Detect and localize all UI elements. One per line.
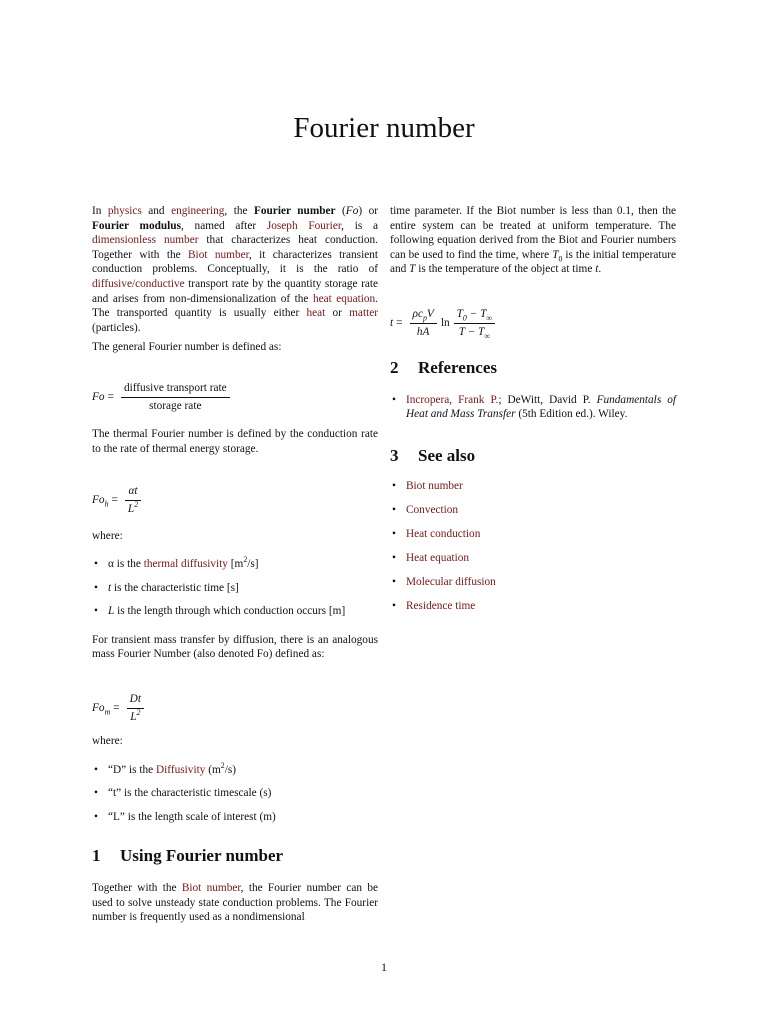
bullet-icon: •	[94, 581, 98, 594]
eq-num-part: ρc	[412, 307, 423, 320]
list-item	[92, 786, 378, 801]
link-heat[interactable]: heat	[306, 307, 326, 320]
eq-den-base: L	[130, 710, 137, 723]
term-fourier-number: Fourier number	[253, 205, 336, 217]
list-var: t	[108, 581, 112, 594]
bullet-icon: •	[392, 393, 396, 406]
link-biot-number-2[interactable]: Biot number	[181, 882, 241, 895]
intro-text: that characterizes heat conduction. Together with the	[92, 234, 378, 261]
intro-text: . The transported quantity is usually either	[92, 292, 378, 320]
eq-equals: =	[396, 316, 403, 329]
var-time: t	[595, 263, 599, 276]
eq-den-sup: 2	[136, 707, 141, 717]
equation-general	[92, 381, 378, 413]
eq-numerator	[454, 307, 495, 324]
section-title: References	[418, 358, 497, 378]
eq-num-sub: ∞	[486, 313, 493, 323]
list-text: “L” is the length scale of interest (m)	[108, 811, 276, 824]
eq-lhs: t	[390, 316, 394, 329]
link-heat-equation[interactable]: heat equation	[312, 292, 376, 305]
eq-num-part: T	[456, 307, 463, 320]
eq-fraction	[127, 692, 144, 724]
eq-lhs	[92, 701, 110, 716]
bullet-icon: •	[392, 527, 396, 540]
eq-fraction	[454, 307, 495, 339]
intro-text: , it characterizes transient conduction problems. Conceptually, it is the ratio of	[92, 248, 379, 276]
eq-numerator: Dt	[127, 692, 144, 709]
see-also-item	[390, 503, 676, 518]
link-see-also-heat-conduction[interactable]: Heat conduction	[406, 527, 481, 540]
link-thermal-diffusivity[interactable]: thermal diffusivity	[143, 558, 228, 571]
where-label: where:	[92, 735, 123, 748]
equation-time	[390, 307, 676, 339]
see-also-item	[390, 575, 676, 590]
eq-equals: =	[113, 701, 120, 714]
eq-ln: ln	[440, 316, 450, 329]
section-number: 1	[92, 845, 101, 865]
var-t0-sub: 0	[558, 254, 563, 264]
bullet-icon: •	[392, 575, 396, 588]
intro-text: (	[335, 205, 346, 217]
eq-num-part: V	[426, 307, 434, 320]
intro-text: (particles).	[92, 321, 141, 334]
list-item	[92, 810, 378, 825]
link-diffusive-conductive[interactable]: diffusive/conductive	[92, 277, 185, 290]
intro-paragraph	[92, 204, 378, 335]
link-see-also-heat-equation[interactable]: Heat equation	[406, 551, 470, 564]
list-text: “D” is the	[108, 763, 156, 776]
ref-text: ; DeWitt, David P.	[498, 393, 597, 406]
ref-title: Fundamentals of Heat and Mass Transfer	[406, 393, 677, 421]
list-text: (m	[205, 763, 221, 776]
list-text: [m	[227, 558, 244, 571]
bullet-icon: •	[94, 558, 98, 571]
para-text: , the Fourier number can be used to solve unsteady state conduction problems. The Fourier number is frequently used as a nondimensional	[92, 882, 378, 924]
eq-den-part: T − T	[458, 325, 485, 338]
section-title: See also	[418, 445, 476, 465]
bullet-icon: •	[392, 551, 396, 564]
eq-num-sub: 0	[462, 313, 467, 323]
link-matter[interactable]: matter	[349, 307, 378, 320]
eq-den-sup: 2	[134, 500, 139, 510]
intro-text: transport rate by the quantity storage rate and arises from non-dimensionalization of the	[92, 277, 378, 305]
bullet-icon: •	[94, 605, 98, 618]
intro-text: ) or	[358, 205, 379, 217]
var-t: T	[409, 263, 416, 276]
section-number: 2	[390, 358, 399, 378]
section-heading-see-also	[390, 445, 676, 465]
list-item	[92, 557, 378, 572]
link-diffusivity[interactable]: Diffusivity	[156, 763, 206, 776]
intro-text: , is a	[341, 219, 378, 232]
page-number: 1	[381, 960, 387, 974]
list-text: is the characteristic time [s]	[111, 581, 239, 594]
eq-num-part: − T	[466, 307, 487, 320]
ref-text: (5th Edition ed.). Wiley.	[515, 408, 628, 421]
list-text: /s]	[247, 558, 259, 571]
time-parameter-paragraph	[390, 204, 676, 277]
eq-equals: =	[111, 494, 118, 507]
eq-lhs	[92, 493, 109, 508]
eq-denominator	[456, 324, 493, 340]
list-text: is the length through which conduction occurs [m]	[114, 605, 346, 618]
intro-text: In	[92, 205, 108, 217]
eq-lhs-base: Fo	[92, 494, 105, 507]
reference-list	[390, 393, 676, 422]
eq-num-sub: p	[422, 313, 427, 323]
para-text: is the initial temperature and	[390, 248, 676, 276]
thermal-variable-list	[92, 557, 378, 619]
intro-text: , named after	[181, 219, 267, 232]
using-fourier-paragraph	[92, 881, 378, 925]
section-heading-using-fourier	[92, 845, 378, 865]
see-also-item	[390, 479, 676, 494]
list-text: “t” is the characteristic timescale (s)	[108, 787, 272, 800]
para-text: Together with the	[92, 882, 182, 895]
eq-den-base: L	[127, 502, 135, 515]
bullet-icon: •	[94, 763, 98, 776]
equation-mass	[92, 692, 378, 724]
eq-equals: =	[107, 390, 114, 403]
link-dimensionless-number[interactable]: dimensionless number	[92, 234, 199, 247]
list-text: α is the	[108, 558, 144, 571]
eq-denominator: hA	[416, 325, 430, 338]
page-title: Fourier number	[293, 112, 475, 144]
mass-def-text: For transient mass transfer by diffusion, there is an analogous mass Fourier Number (also denoted Fo) defined as:	[92, 633, 378, 661]
eq-numerator	[410, 307, 437, 324]
intro-text: or	[325, 307, 350, 320]
bullet-icon: •	[392, 600, 396, 612]
intro-text: , the	[224, 205, 254, 217]
eq-numerator: αt	[125, 484, 140, 501]
eq-denominator	[125, 501, 141, 517]
left-column	[92, 204, 378, 925]
intro-text: and	[141, 205, 172, 217]
eq-lhs-sub: h	[104, 499, 109, 509]
list-item	[92, 763, 378, 778]
general-def-text: The general Fourier number is defined as:	[92, 341, 282, 354]
see-also-item	[390, 527, 676, 542]
link-see-also-convection[interactable]: Convection	[406, 503, 459, 516]
section-number: 3	[390, 445, 399, 465]
right-column	[390, 204, 676, 614]
link-physics[interactable]: physics	[107, 205, 142, 217]
term-fourier-modulus: Fourier modulus	[92, 219, 181, 232]
para-text: is the temperature of the object at time	[415, 263, 596, 276]
thermal-def-text: The thermal Fourier number is defined by the conduction rate to the rate of thermal energy storage.	[92, 428, 378, 455]
link-see-also-molecular-diffusion[interactable]: Molecular diffusion	[406, 575, 496, 588]
see-also-list	[390, 479, 676, 614]
eq-fraction	[125, 484, 141, 516]
list-item	[92, 581, 378, 596]
term-fo: Fo	[345, 205, 359, 217]
var-t0: T	[552, 248, 559, 261]
eq-fraction	[410, 307, 437, 339]
eq-lhs-sub: m	[104, 707, 111, 717]
bullet-icon: •	[94, 787, 98, 800]
bullet-icon: •	[392, 503, 396, 516]
link-see-also-residence-time[interactable]: Residence time	[406, 600, 476, 612]
where-label: where:	[92, 529, 123, 542]
eq-numerator: diffusive transport rate	[121, 381, 230, 398]
list-text: /s)	[224, 763, 237, 776]
link-joseph-fourier[interactable]: Joseph Fourier	[266, 219, 342, 232]
link-see-also-biot-number[interactable]: Biot number	[406, 479, 463, 492]
section-heading-references	[390, 358, 676, 378]
list-item	[92, 604, 378, 619]
list-sup: 2	[243, 555, 248, 565]
reference-item	[390, 393, 676, 422]
para-text: time parameter. If the Biot number is less than 0.1, then the entire system can be treated at uniform temperature. The following equation derived from the Biot and Fourier numbers can be used to find the time, where	[390, 205, 676, 261]
mass-variable-list	[92, 763, 378, 825]
bullet-icon: •	[392, 479, 396, 492]
link-engineering[interactable]: engineering	[171, 205, 225, 217]
link-incropera[interactable]: Incropera, Frank P.	[406, 393, 499, 406]
bullet-icon: •	[94, 811, 98, 824]
see-also-item	[390, 599, 676, 614]
equation-thermal	[92, 484, 378, 516]
eq-denominator: storage rate	[149, 399, 202, 412]
para-text: .	[598, 263, 602, 276]
eq-den-sub: ∞	[484, 330, 490, 340]
eq-lhs: Fo	[92, 390, 105, 403]
eq-lhs-base: Fo	[92, 701, 105, 714]
list-var: L	[108, 605, 115, 618]
section-title: Using Fourier number	[120, 845, 284, 865]
list-sup: 2	[220, 761, 225, 771]
eq-fraction	[121, 381, 230, 413]
see-also-item	[390, 551, 676, 566]
link-biot-number[interactable]: Biot number	[188, 248, 249, 261]
eq-denominator	[127, 709, 143, 725]
